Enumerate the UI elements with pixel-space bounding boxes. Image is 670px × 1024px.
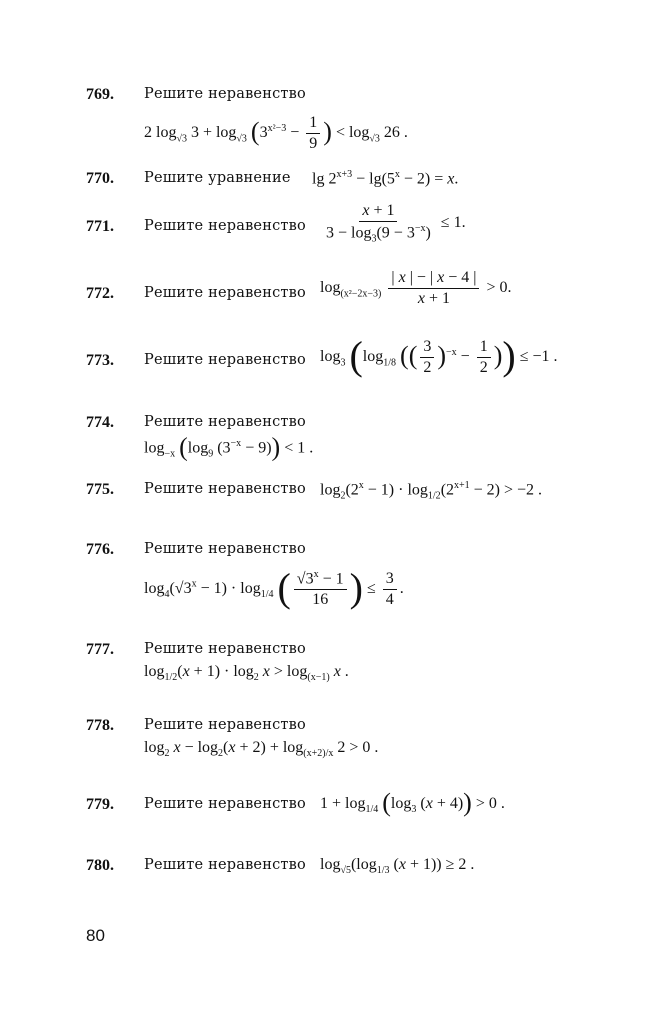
problem-formula: $\log_{√5}(\log_{1/3}$ (x + 1)) ≥ 2 . (320, 856, 475, 877)
problem-formula: $\log_{-x} (\log_9$ $(3^{-x} - 9)) < 1$ . (144, 432, 314, 462)
problem-formula: $1 + \log_{1/4} (\log_3$ (x + 4)) > 0 . (320, 788, 505, 817)
problem-number: 771. (86, 218, 114, 235)
problem-formula: $\log_2(2^x - 1) \cdot \log_{1/2}(2^{x+1} - 2) > -2$ . (320, 480, 543, 502)
problem-prompt: Решите неравенство (144, 641, 306, 657)
problem-formula: $\log_{(x^2-2x-3)}$ $\frac{| x | - | x - 4 |}{x + 1}$ > 0. (320, 269, 512, 307)
problem-prompt: Решите неравенство (144, 717, 306, 733)
problem-prompt: Решите уравнение (144, 170, 291, 186)
problem-number: 779. (86, 796, 114, 813)
problem-prompt: Решите неравенство (144, 857, 306, 873)
problem-formula: 2 $\log_{√3} 3 + \log_{√3} (3^{x^2-3}$ − $\frac{1}{9}$ ) < $\log_{√3} 26$ . (144, 114, 408, 152)
problem-number: 773. (86, 352, 114, 369)
problem-prompt: Решите неравенство (144, 218, 306, 234)
problem-number: 777. (86, 641, 114, 658)
problem-formula: $\log_{1/2}(x + 1) \cdot \log_2 x > \log_{(x-1)} x$ . (144, 663, 349, 684)
problem-prompt: Решите неравенство (144, 796, 306, 812)
problem-prompt: Решите неравенство (144, 285, 306, 301)
problem-prompt: Решите неравенство (144, 414, 306, 430)
problem-prompt: Решите неравенство (144, 541, 306, 557)
problem-prompt: Решите неравенство (144, 352, 306, 368)
problem-number: 775. (86, 481, 114, 498)
problem-number: 770. (86, 170, 114, 187)
problem-prompt: Решите неравенство (144, 86, 306, 102)
problem-formula: $\log_3 (\log_{1/8}$ (( $\frac{3}{2}$ )$^{-x}$ − $\frac{1}{2}$ )) ≤ −1 . (320, 333, 558, 379)
problem-number: 780. (86, 857, 114, 874)
problem-number: 772. (86, 285, 114, 302)
problem-formula: $\log_4(√3^x - 1) \cdot \log_{1/4}$ ( $\frac{√3^x - 1}{16}$ ) ≤ $\frac{3}{4}$ . (144, 564, 404, 610)
problem-number: 776. (86, 541, 114, 558)
problem-formula: $\log_2 x - \log_2(x + 2) + \log_{(x+2)/x} 2 > 0$ . (144, 739, 379, 760)
problem-formula: $\frac{x + 1}{3 - \log_3(9 - 3^{-x})}$ ≤ 1. (326, 202, 466, 245)
problem-prompt: Решите неравенство (144, 481, 306, 497)
problem-number: 778. (86, 717, 114, 734)
problem-number: 774. (86, 414, 114, 431)
problem-formula: $\lg 2^{x+3} - \lg(5^x - 2) = x$. (312, 169, 459, 188)
problem-number: 769. (86, 86, 114, 103)
page-number: 80 (86, 926, 105, 945)
